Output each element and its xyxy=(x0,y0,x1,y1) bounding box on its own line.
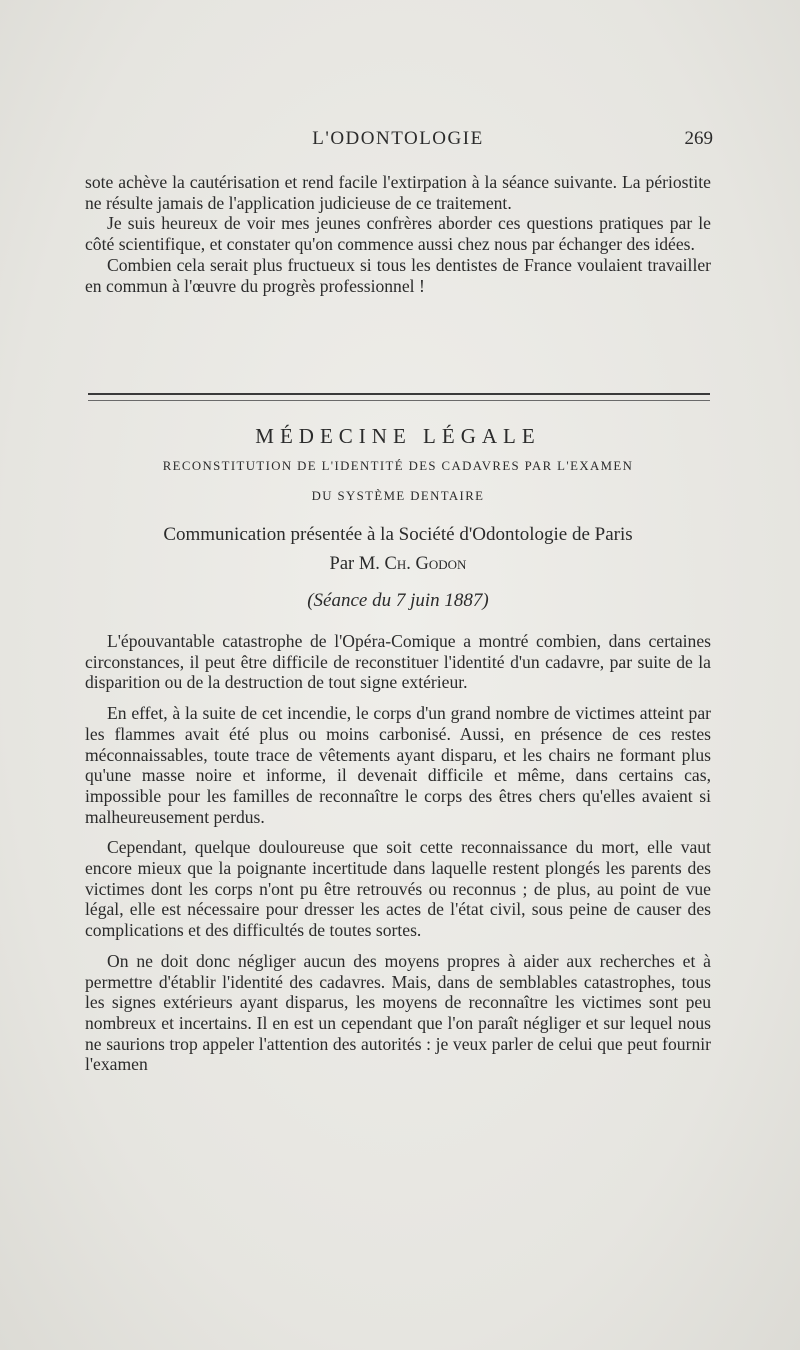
author-name: Ch. Godon xyxy=(384,554,467,574)
running-title: L'ODONTOLOGIE xyxy=(312,128,484,149)
paragraph: Je suis heureux de voir mes jeunes confrères aborder ces questions pratiques par le côté scientifique, et constater qu'on commence aussi chez nous par échanger des idées. xyxy=(85,213,711,255)
intro-text xyxy=(85,172,711,296)
paragraph: Combien cela serait plus fructueux si tous les dentistes de France voulaient travailler en commun à l'œuvre du progrès professionnel ! xyxy=(85,254,711,296)
author-prefix: Par M. xyxy=(329,554,380,574)
article-body xyxy=(85,631,711,1075)
paragraph: En effet, à la suite de cet incendie, le corps d'un grand nombre de victimes atteint par les flammes avait été plus ou moins carbonisé. Aussi, en présence de ces restes méconnaissables, toute trace de vêtements ayant disparu, et les chairs ne formant plus qu'une masse noire et informe, il devenait difficile et même, dans certains cas, impossible pour les familles de reconnaître le corps des êtres chers qu'elles avaient si malheureusement perdus. xyxy=(85,703,711,827)
session-date: (Séance du 7 juin 1887) xyxy=(307,590,489,611)
paragraph: On ne doit donc négliger aucun des moyens propres à aider aux recherches et à permettre d'établir l'identité des cadavres. Mais, dans de semblables catastrophes, tous les signes extérieurs ayant disparus, les moyens de reconnaître les victimes sont peu nombreux et incertains. Il en est un cependant que l'on paraît négliger et sur lequel nous ne saurions trop appeler l'attention des autorités : je veux parler de celui que peut fournir l'examen xyxy=(85,950,711,1075)
article-subtitle-line2: DU SYSTÈME DENTAIRE xyxy=(311,489,485,503)
communication-line: Communication présentée à la Société d'Odontologie de Paris xyxy=(163,524,633,545)
paragraph: Cependant, quelque douloureuse que soit cette reconnaissance du mort, elle vaut encore mieux que la poignante incertitude dans laquelle restent plongés les parents des victimes dont les corps n'ont pu être retrouvés ou reconnus ; de plus, au point de vue légal, elle est nécessaire pour dresser les actes de l'état civil, sous peine de causer des complications et des difficultés de toutes sortes. xyxy=(85,837,711,941)
article-subtitle-line1: RECONSTITUTION DE L'IDENTITÉ DES CADAVRES PAR L'EXAMEN xyxy=(162,459,634,473)
page-number: 269 xyxy=(684,128,713,149)
author-line xyxy=(85,554,711,575)
paragraph: sote achève la cautérisation et rend facile l'extirpation à la séance suivante. La périostite ne résulte jamais de l'application judicieuse de ce traitement. xyxy=(85,172,711,213)
section-divider xyxy=(88,393,710,401)
section-title: MÉDECINE LÉGALE xyxy=(255,424,541,448)
paragraph: L'épouvantable catastrophe de l'Opéra-Comique a montré combien, dans certaines circonstances, il peut être difficile de reconstituer l'identité d'un cadavre, par suite de la disparition ou de la destruction de tout signe extérieur. xyxy=(85,631,711,693)
running-head xyxy=(85,128,711,152)
